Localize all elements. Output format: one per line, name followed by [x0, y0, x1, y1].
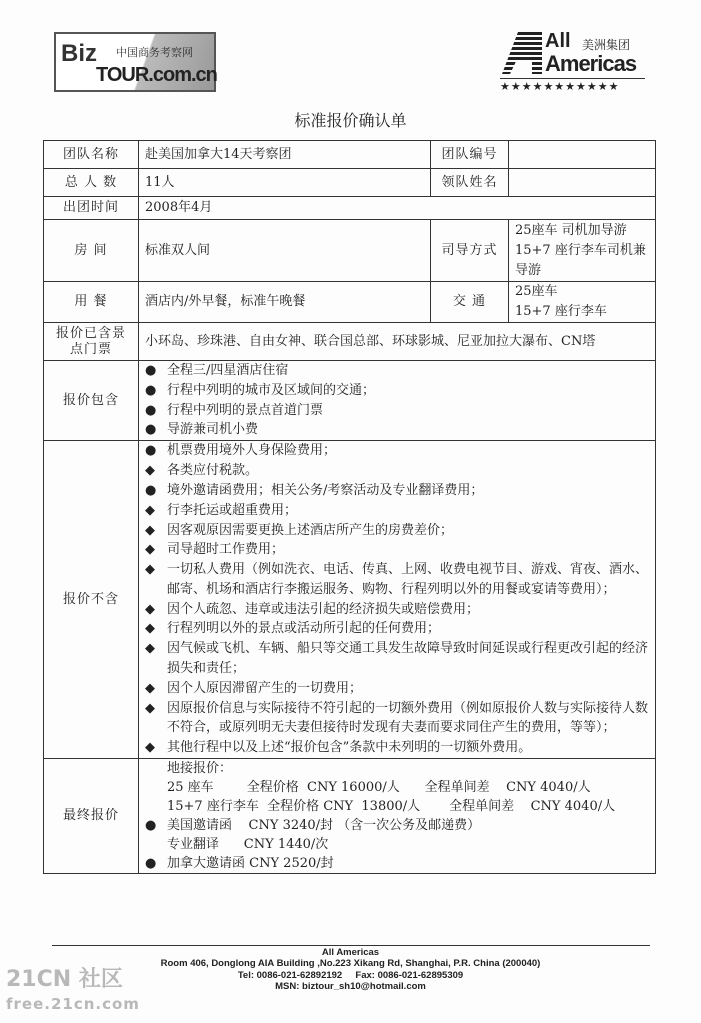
- price-line-text: 25 座车 全程价格 CNY 16000/人 全程单间差 CNY 4040/人: [167, 780, 591, 796]
- list-item: [145, 401, 649, 421]
- bullet-diamond-icon: ◆: [145, 700, 155, 716]
- price-line-text: 地接报价：: [167, 761, 233, 777]
- list-item-text: 行程中列明的景点首道门票: [167, 402, 324, 418]
- bullet-diamond-icon: ◆: [145, 601, 155, 617]
- price-line: [145, 816, 649, 835]
- watermark: [6, 968, 140, 1016]
- list-item-text: 全程三/四星酒店住宿: [167, 363, 289, 378]
- bullet-diamond-icon: ◆: [145, 740, 155, 756]
- price-line: [145, 778, 649, 797]
- transport-line: 25座车: [515, 284, 558, 299]
- watermark-line: free.21cn.com: [6, 995, 140, 1013]
- list-item-text: 因客观原因需要更换上述酒店所产生的房费差价；: [167, 522, 454, 538]
- logo-text: All: [545, 30, 571, 52]
- bullet-diamond-icon: ◆: [145, 522, 155, 538]
- list-item-text: 机票费用境外人身保险费用；: [167, 443, 337, 459]
- price-line-text: 加拿大邀请函 CNY 2520/封: [167, 856, 334, 872]
- excludes-label: 报价不含: [44, 441, 139, 759]
- list-item: [145, 699, 649, 739]
- bullet-diamond-icon: ◆: [145, 641, 155, 657]
- table-row: [44, 759, 656, 874]
- list-item: [145, 461, 649, 481]
- sights-value: 小环岛、珍珠港、自由女神、联合国总部、环球影城、尼亚加拉大瀑布、CN塔: [139, 323, 656, 361]
- list-item: [145, 679, 649, 699]
- bullet-diamond-icon: ◆: [145, 463, 155, 479]
- total-people-label: 总 人 数: [44, 169, 139, 197]
- includes-label: 报价包含: [44, 361, 139, 441]
- bullet-diamond-icon: ◆: [145, 502, 155, 518]
- price-line-text: 15+7 座行李车 全程价格 CNY 13800/人 全程单间差 CNY 4040/人: [167, 799, 616, 815]
- footer-address: Room 406, Donglong AIA Building ,No.223 Xikang Rd, Shanghai, P.R. China (200040): [160, 958, 541, 970]
- table-row: [44, 220, 656, 282]
- team-number-label: 团队编号: [431, 141, 509, 169]
- logo-text: TOUR.com.cn: [96, 64, 217, 86]
- table-row: [44, 361, 656, 441]
- bullet-circle-icon: ●: [145, 363, 157, 378]
- list-item: [145, 501, 649, 521]
- price-line-text: 专业翻译 CNY 1440/次: [167, 837, 329, 853]
- price-line: [145, 854, 649, 873]
- price-line-text: 美国邀请函 CNY 3240/封 （含一次公务及邮递费）: [167, 818, 481, 834]
- quote-table: [43, 140, 656, 874]
- list-item: [145, 639, 649, 679]
- bullet-diamond-icon: ◆: [145, 680, 155, 696]
- leader-name-value: [509, 169, 656, 197]
- list-item-text: 因个人原因滞留产生的一切费用；: [167, 680, 363, 696]
- team-number-value: [509, 141, 656, 169]
- guide-mode-value: [509, 220, 656, 282]
- team-name-value: 赴美国加拿大14天考察团: [139, 141, 431, 169]
- price-line: [145, 759, 649, 778]
- room-value: 标准双人间: [139, 220, 431, 282]
- bullet-diamond-icon: ◆: [145, 621, 155, 637]
- transport-line: 15+7 座行李车: [515, 304, 607, 319]
- room-label: 房 间: [44, 220, 139, 282]
- meal-value: 酒店内/外早餐，标准午晚餐: [139, 282, 431, 323]
- list-item: [145, 560, 649, 600]
- footer-divider: [52, 945, 650, 946]
- excludes-list: [139, 441, 656, 759]
- list-item: [145, 540, 649, 560]
- list-item: [145, 738, 649, 758]
- guide-mode-line: 25座车 司机加导游: [515, 222, 627, 238]
- biztour-logo: [54, 32, 216, 92]
- bullet-diamond-icon: ◆: [145, 542, 155, 558]
- list-item-text: 导游兼司机小费: [167, 422, 259, 438]
- meal-label: 用 餐: [44, 282, 139, 323]
- bullet-circle-icon: ●: [145, 856, 157, 872]
- list-item-text: 其他行程中以及上述“报价包含”条款中未列明的一切额外费用。: [167, 740, 532, 756]
- bullet-circle-icon: ●: [145, 422, 157, 438]
- list-item: [145, 481, 649, 501]
- list-item: [145, 600, 649, 620]
- bullet-circle-icon: ●: [145, 818, 157, 834]
- bullet-circle-icon: ●: [145, 482, 157, 498]
- includes-list: [139, 361, 656, 441]
- table-row: [44, 323, 656, 361]
- list-item: [145, 441, 649, 461]
- logo-text: Americas: [545, 51, 637, 76]
- list-item: [145, 619, 649, 639]
- sights-label: 报价已含景点门票: [44, 323, 139, 361]
- list-item-text: 各类应付税款。: [167, 463, 259, 479]
- final-price-list: [139, 759, 656, 874]
- logo-stars: ★★★★★★★★★★★: [500, 78, 645, 93]
- table-row: [44, 169, 656, 197]
- list-item-text: 因气候或飞机、车辆、船只等交通工具发生故障导致时间延误或行程更改引起的经济损失和责任；: [167, 641, 649, 677]
- logo-text: 中国商务考察网: [116, 46, 193, 59]
- list-item: [145, 361, 649, 381]
- footer-company: All Americas: [321, 947, 380, 958]
- list-item: [145, 381, 649, 401]
- table-row: [44, 141, 656, 169]
- price-line: [145, 797, 649, 816]
- list-item-text: 行程列明以外的景点或活动所引起的任何费用；: [167, 621, 441, 637]
- list-item-text: 一切私人费用（例如洗衣、电话、传真、上网、收费电视节目、游戏、宵夜、酒水、邮寄、机场和酒店行李搬运服务、购物、行程列明以外的用餐或宴请等费用）；: [167, 562, 649, 597]
- bullet-circle-icon: ●: [145, 382, 157, 398]
- logo-text: 美洲集团: [582, 38, 631, 52]
- team-name-label: 团队名称: [44, 141, 139, 169]
- bullet-diamond-icon: ◆: [145, 562, 155, 578]
- list-item: [145, 420, 649, 440]
- depart-time-value: 2008年4月: [139, 197, 656, 220]
- logo-text: Biz: [61, 40, 97, 67]
- document-title: 标准报价确认单: [294, 111, 407, 130]
- list-item-text: 境外邀请函费用；相关公务/考察活动及专业翻译费用；: [167, 482, 484, 498]
- list-item-text: 司导超时工作费用；: [167, 542, 285, 558]
- guide-mode-label: 司导方式: [431, 220, 509, 282]
- transport-value: [509, 282, 656, 323]
- table-row: [44, 282, 656, 323]
- bullet-circle-icon: ●: [145, 443, 157, 459]
- total-people-value: 11人: [139, 169, 431, 197]
- price-line: [145, 835, 649, 854]
- all-americas-logo: [500, 32, 645, 94]
- bullet-circle-icon: ●: [145, 402, 157, 418]
- footer-msn: MSN: biztour_sh10@hotmail.com: [275, 980, 426, 992]
- logo-a-mark-icon: [502, 32, 542, 74]
- list-item: [145, 521, 649, 541]
- list-item-text: 因原报价信息与实际接待不符引起的一切额外费用（例如原报价人数与实际接待人数不符合，或原列明无夫妻但接待时发现有夫妻而要求同住产生的费用，等等）；: [167, 700, 649, 736]
- list-item-text: 因个人疏忽、违章或违法引起的经济损失或赔偿费用；: [167, 601, 480, 617]
- list-item-text: 行李托运或超重费用；: [167, 502, 298, 518]
- footer-phone: Tel: 0086-021-62892192 Fax: 0086-021-62895309: [237, 969, 464, 981]
- watermark-line: 21CN 社区: [6, 967, 123, 992]
- table-row: [44, 441, 656, 759]
- list-item-text: 行程中列明的城市及区域间的交通；: [167, 382, 376, 398]
- final-price-label: 最终报价: [44, 759, 139, 874]
- leader-name-label: 领队姓名: [431, 169, 509, 197]
- depart-time-label: 出团时间: [44, 197, 139, 220]
- table-row: [44, 197, 656, 220]
- guide-mode-line: 15+7 座行李车司机兼导游: [515, 242, 646, 278]
- transport-label: 交 通: [431, 282, 509, 323]
